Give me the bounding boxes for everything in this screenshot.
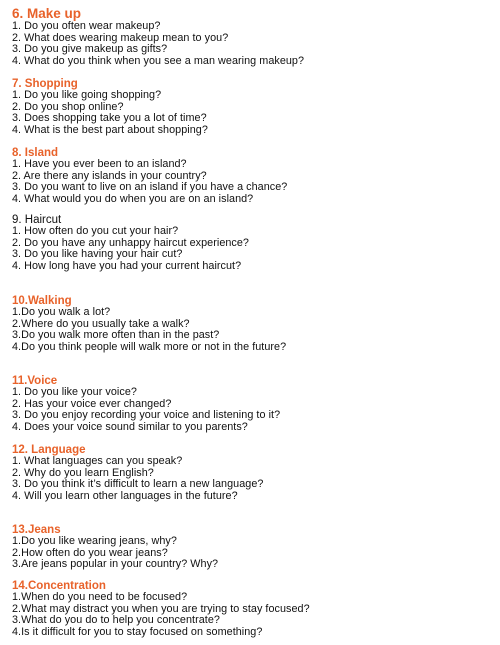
section-concentration — [12, 580, 310, 638]
question: 2.What may distract you when you are trying to stay focused? — [12, 602, 310, 615]
question: 1.When do you need to be focused? — [12, 591, 188, 603]
question: 3.Are jeans popular in your country? Why? — [12, 558, 219, 571]
section-title: 11.Voice — [12, 375, 58, 387]
question: 4. How long have you had your current haircut? — [12, 259, 242, 272]
question: 4. Will you learn other languages in the future? — [12, 489, 238, 502]
question: 1. What languages can you speak? — [12, 455, 183, 467]
question: 1. Do you like your voice? — [12, 386, 137, 398]
section-shopping — [12, 78, 208, 136]
question: 1. Have you ever been to an island? — [12, 158, 187, 170]
question: 4.Do you think people will walk more or not in the future? — [12, 340, 287, 353]
question: 4. What would you do when you are on an island? — [12, 192, 254, 205]
question: 4. Does your voice sound similar to you parents? — [12, 420, 248, 433]
question: 2.Where do you usually take a walk? — [12, 317, 190, 330]
question: 2. Do you have any unhappy haircut experience? — [12, 236, 249, 249]
section-title: 14.Concentration — [12, 580, 106, 592]
question: 3. Do you give makeup as gifts? — [12, 43, 168, 56]
question: 2. Why do you learn English? — [12, 466, 154, 479]
question: 1. How often do you cut your hair? — [12, 225, 179, 237]
section-title: 6. Make up — [12, 6, 82, 21]
section-island — [12, 147, 287, 205]
question: 3. Do you think it’s difficult to learn a new language? — [12, 478, 264, 491]
question: 2. Are there any islands in your country? — [12, 169, 207, 182]
question: 3. Do you want to live on an island if you have a chance? — [12, 181, 288, 194]
section-makeup — [12, 7, 304, 67]
section-walking — [12, 295, 286, 353]
question: 3. Do you like having your hair cut? — [12, 248, 183, 261]
question: 3.Do you walk more often than in the past? — [12, 329, 220, 342]
question: 3.What do you do to help you concentrate? — [12, 614, 220, 627]
question: 2. What does wearing makeup mean to you? — [12, 31, 229, 44]
section-title: 7. Shopping — [12, 78, 78, 90]
section-title: 13.Jeans — [12, 524, 61, 536]
section-title: 8. Island — [12, 147, 59, 159]
section-jeans — [12, 524, 218, 571]
section-title: 12. Language — [12, 444, 86, 456]
section-voice — [12, 375, 280, 433]
question: 1.Do you like wearing jeans, why? — [12, 535, 177, 547]
section-haircut — [12, 214, 249, 272]
section-language — [12, 444, 263, 502]
section-title: 9. Haircut — [12, 214, 62, 226]
question: 2.How often do you wear jeans? — [12, 546, 168, 559]
question: 2. Do you shop online? — [12, 100, 124, 113]
question: 4.Is it difficult for you to stay focused on something? — [12, 625, 263, 638]
question: 1. Do you like going shopping? — [12, 89, 162, 101]
question: 2. Has your voice ever changed? — [12, 397, 172, 410]
question: 4. What do you think when you see a man wearing makeup? — [12, 54, 305, 67]
question: 3. Does shopping take you a lot of time? — [12, 112, 207, 125]
question: 3. Do you enjoy recording your voice and listening to it? — [12, 409, 281, 422]
question: 1.Do you walk a lot? — [12, 306, 111, 318]
question: 4. What is the best part about shopping? — [12, 123, 208, 136]
section-title: 10.Walking — [12, 295, 72, 307]
question: 1. Do you often wear makeup? — [12, 20, 161, 32]
